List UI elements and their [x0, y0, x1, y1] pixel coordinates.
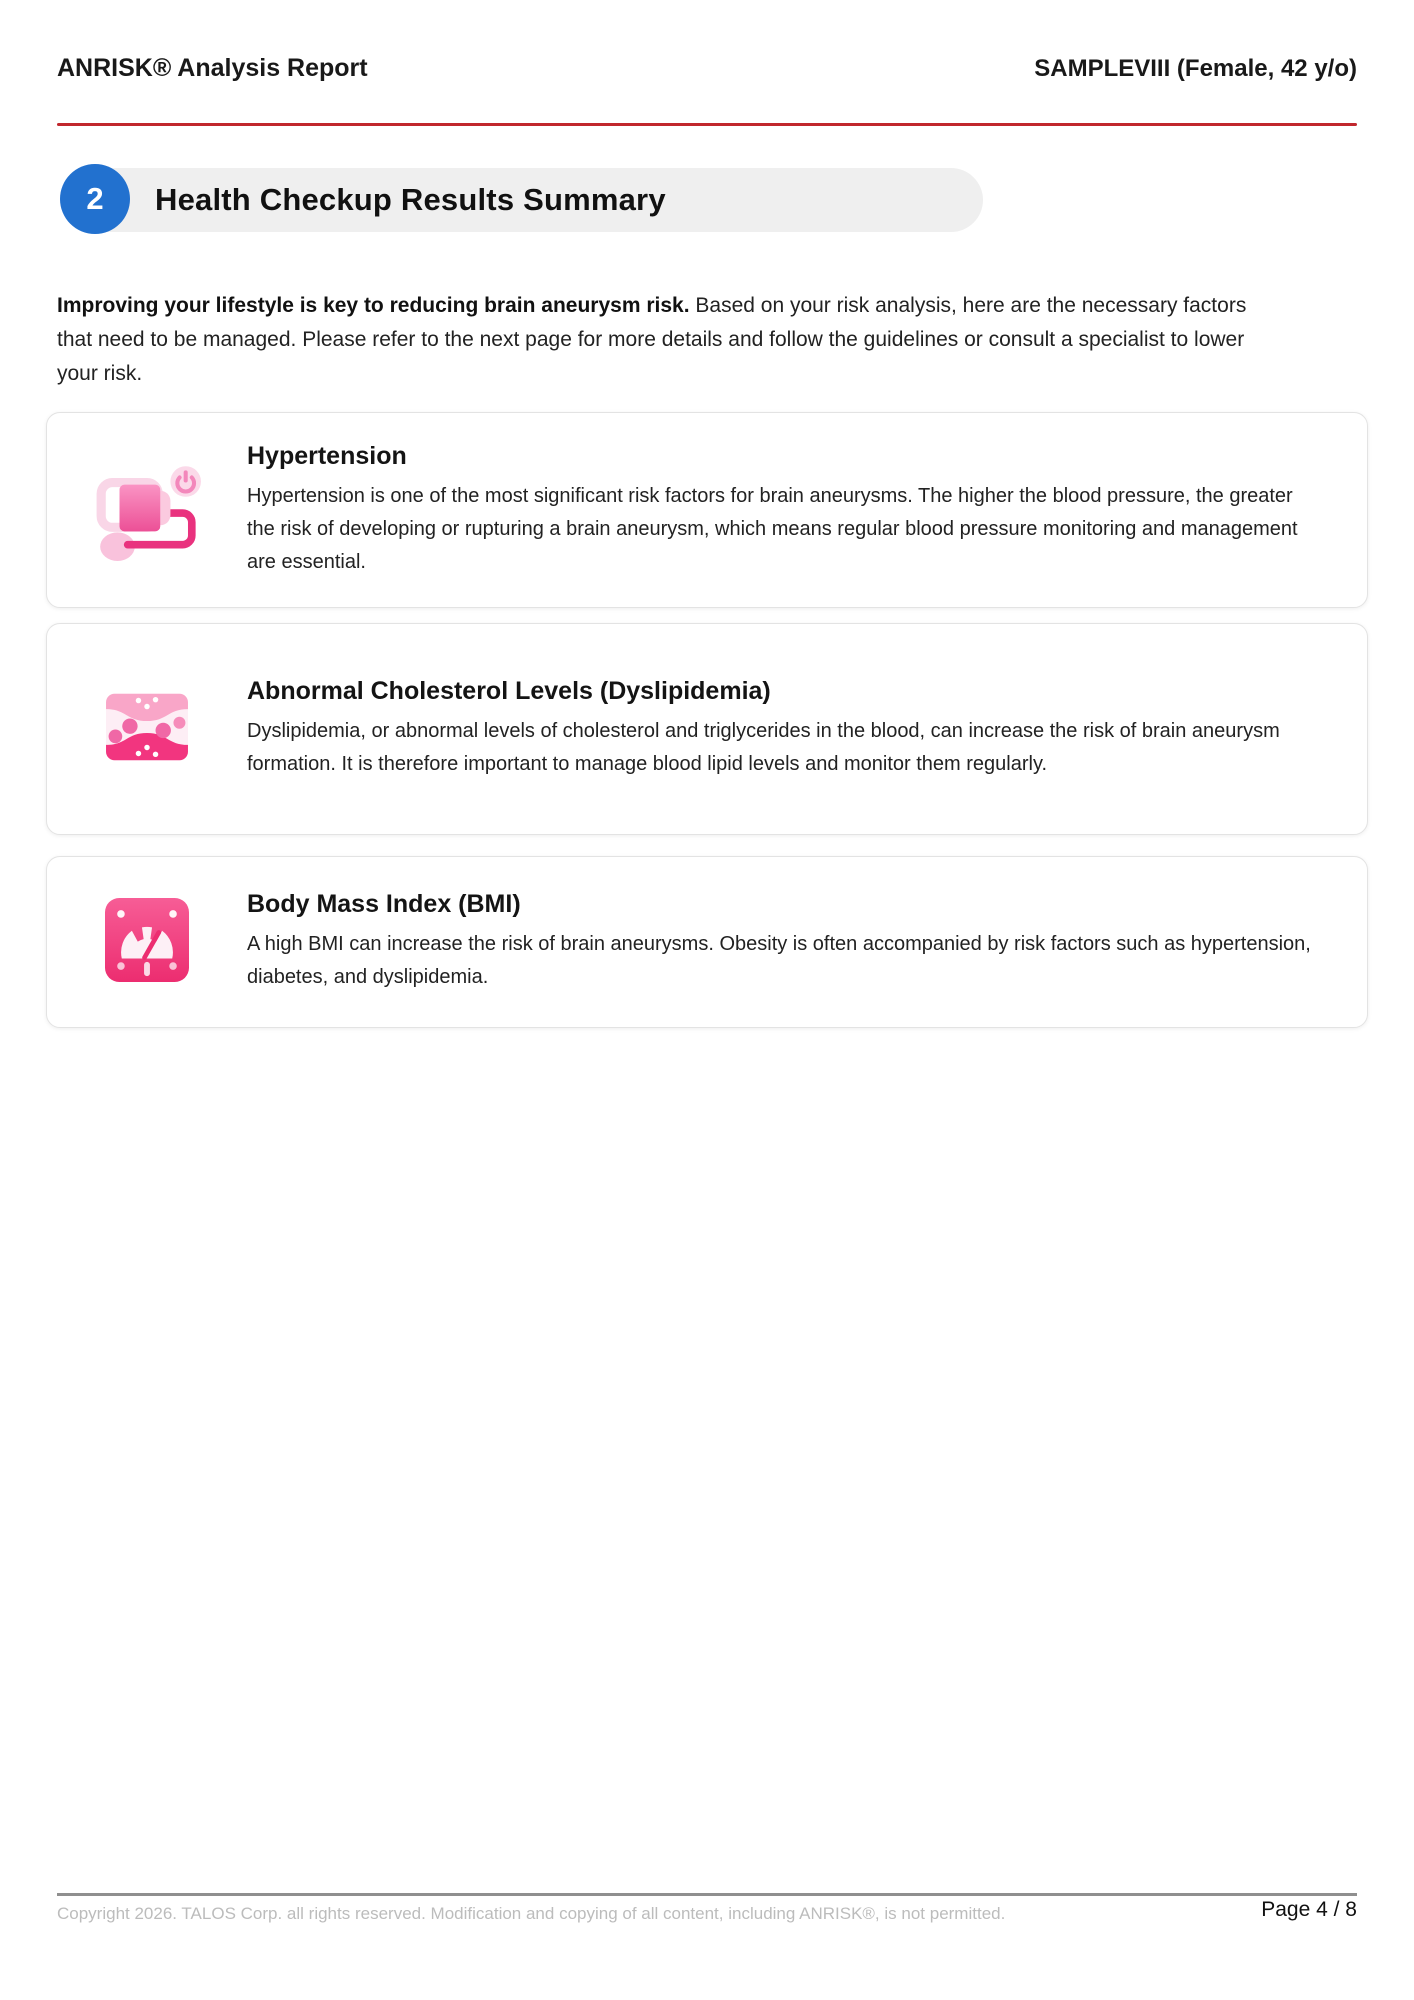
header-divider	[57, 123, 1357, 126]
risk-card-bmi	[46, 856, 1368, 1028]
card-content	[247, 677, 1367, 781]
card-icon-column	[47, 898, 247, 987]
card-content	[247, 442, 1367, 579]
card-icon-column	[47, 452, 247, 569]
footer-divider	[57, 1893, 1357, 1896]
intro-lead: Improving your lifestyle is key to reducing brain aneurysm risk.	[57, 294, 690, 317]
section-number-badge: 2	[60, 164, 130, 234]
card-title: Body Mass Index (BMI)	[247, 890, 521, 918]
card-description: Dyslipidemia, or abnormal levels of cholesterol and triglycerides in the blood, can increase the risk of brain aneurysm formation. It is therefore important to manage blood lipid levels and monitor them regularly.	[247, 720, 1280, 775]
intro-rest: Based on your risk analysis, here are the necessary factors that need to be managed. Please refer to the next page for more details and follow the guidelines or consult a specialist to lower your risk.	[57, 294, 1247, 385]
patient-info: SAMPLEVIII (Female, 42 y/o)	[1034, 55, 1357, 82]
card-title: Hypertension	[247, 441, 407, 470]
card-description: A high BMI can increase the risk of brain aneurysms. Obesity is often accompanied by risk factors such as hypertension, diabetes, and dyslipidemia.	[247, 933, 1311, 988]
card-title: Abnormal Cholesterol Levels (Dyslipidemia)	[247, 677, 771, 705]
report-title: ANRISK® Analysis Report	[57, 54, 368, 82]
intro-paragraph	[57, 289, 1247, 391]
copyright-text: Copyright 2026. TALOS Corp. all rights reserved. Modification and copying of all content, including ANRISK®, is not permitted.	[57, 1904, 1006, 1923]
blood-pressure-monitor-icon	[91, 452, 203, 569]
card-description: Hypertension is one of the most significant risk factors for brain aneurysms. The higher the blood pressure, the greater the risk of developing or rupturing a brain aneurysm, which means regular blood pressure monitoring and management are essential.	[247, 484, 1298, 573]
section-title: Health Checkup Results Summary	[155, 182, 666, 217]
card-icon-column	[47, 692, 247, 767]
page-number: Page 4 / 8	[1261, 1898, 1357, 1921]
card-content	[247, 890, 1367, 994]
weight-scale-icon	[105, 898, 189, 987]
artery-cholesterol-icon	[104, 692, 190, 767]
risk-card-hypertension	[46, 412, 1368, 608]
risk-card-dyslipidemia	[46, 623, 1368, 835]
